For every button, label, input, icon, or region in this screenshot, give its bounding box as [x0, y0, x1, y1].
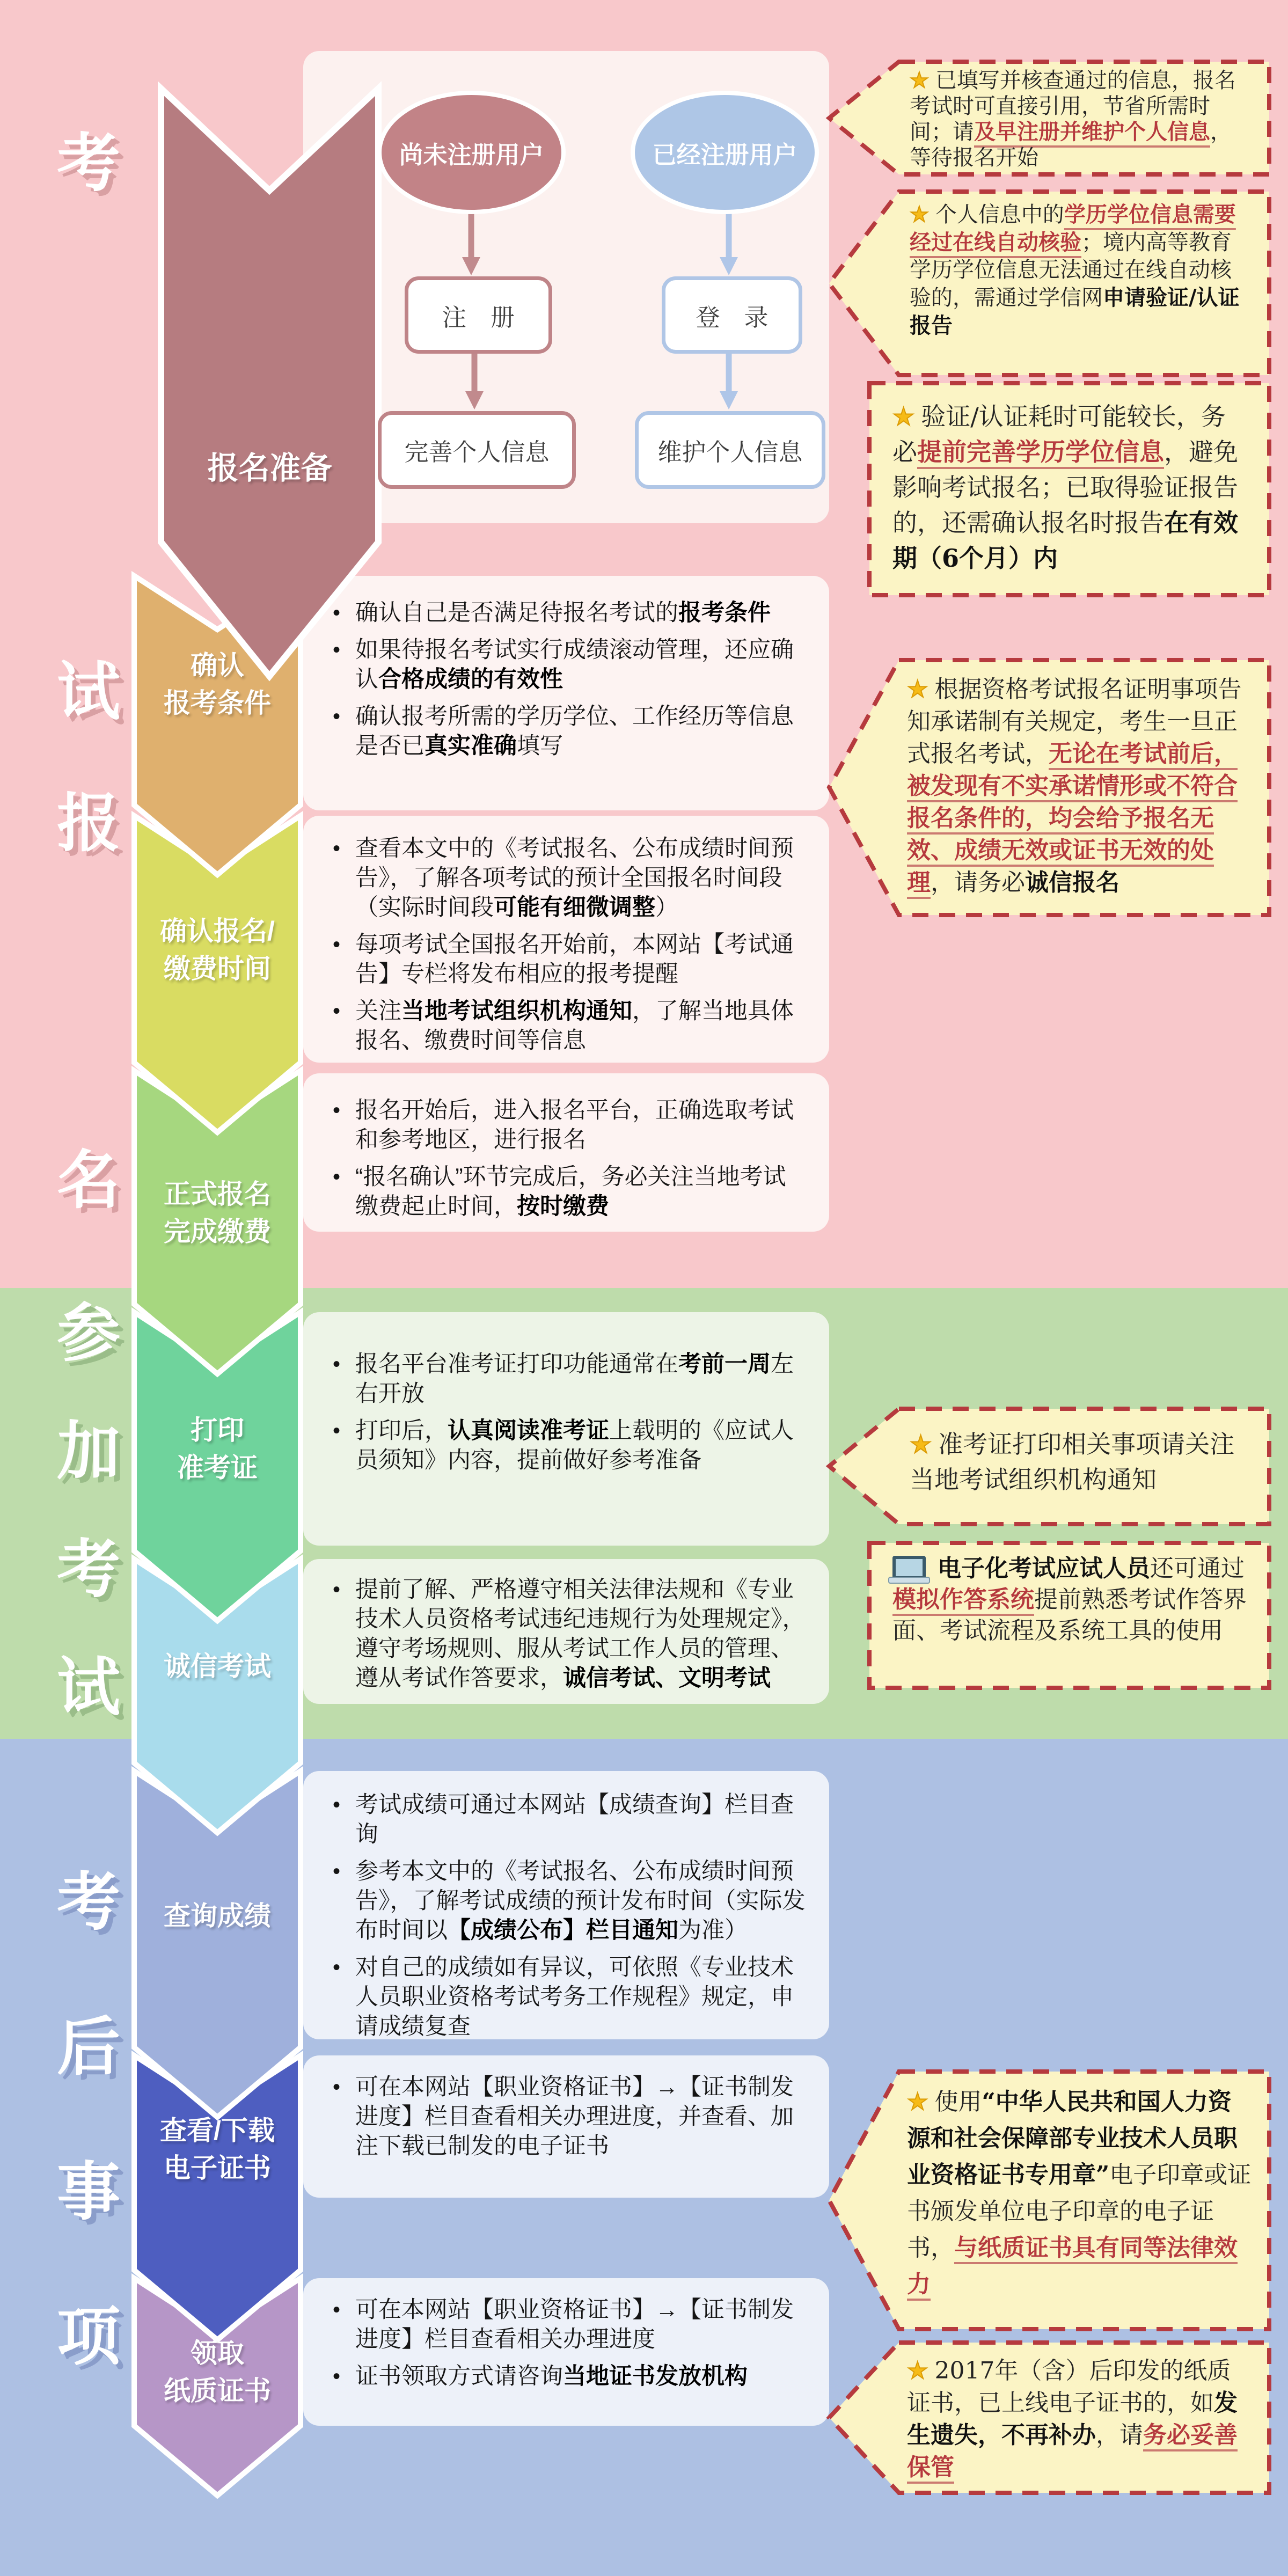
star-icon: [907, 674, 928, 706]
flow-step-label-line: 查询成绩: [164, 1901, 271, 1931]
bullet-text: [355, 1575, 808, 1693]
bullet-text: [355, 1350, 808, 1409]
flow-step-label-line: 纸质证书: [164, 2376, 271, 2406]
text-segment: ，请: [1096, 2421, 1143, 2449]
callout-text: [910, 202, 1240, 338]
bullet-text: [355, 834, 808, 923]
text-segment: 使用: [934, 2088, 982, 2116]
text-segment: 查看本文中的《考试报名、公布成绩时间预告》，了解各项考试的预计全国报名时间段（实际时间段: [355, 836, 794, 920]
section-label-char: 事: [56, 2157, 120, 2228]
bullet-dot: •: [333, 638, 341, 662]
bullet-text: [355, 1416, 808, 1475]
bullet-dot: •: [333, 1352, 341, 1376]
flow-step-label-line: 查看/下载: [160, 2116, 275, 2146]
callout-honest-registration: [826, 657, 1272, 918]
bullet-dot: •: [333, 601, 341, 625]
bullet-dot: •: [333, 1793, 341, 1817]
text-segment: 可在本网站【职业资格证书】→【证书制发进度】栏目查看相关办理进度，并查看、加注下载已制发的电子证书: [355, 2074, 794, 2159]
text-segment: 验证/认证耗时可能较长，务必: [892, 402, 1226, 466]
text-segment: 左右开放: [355, 1351, 794, 1407]
card-print-admission-ticket: [303, 1312, 829, 1546]
bullet-item: [333, 2073, 808, 2161]
bullet-dot: •: [333, 1956, 341, 1979]
flow-step-preparation: [161, 89, 378, 676]
bullet-dot: •: [333, 1860, 341, 1883]
star-icon: [910, 1426, 932, 1462]
text-segment: 务必妥善保管: [907, 2421, 1238, 2481]
node-unregistered-user: 尚未注册用户: [382, 95, 561, 210]
node-complete-profile: 完善个人信息: [378, 411, 576, 489]
bullet-text: [355, 598, 771, 628]
text-segment: 当地证书发放机构: [563, 2363, 748, 2389]
node-register: 注 册: [405, 276, 552, 354]
bullet-text: [355, 702, 808, 761]
bullet-text: [355, 1790, 808, 1849]
bullet-text: [355, 1162, 808, 1221]
text-segment: 还可通过: [1150, 1555, 1245, 1582]
section-label-char: 项: [56, 2302, 120, 2373]
bullet-item: [333, 997, 808, 1056]
text-segment: 如果待报名考试实行成绩滚动管理，还应确认: [355, 637, 794, 692]
bullet-text: [355, 930, 808, 989]
bullet-dot: •: [333, 1165, 341, 1189]
flow-step-label-line: 电子证书: [164, 2153, 271, 2183]
section-label-char: 后: [56, 2012, 120, 2083]
callout-ticket-print-notice: [826, 1406, 1272, 1527]
flow-step-label-line: 缴费时间: [164, 954, 271, 984]
bullet-item: [333, 598, 808, 628]
card-bullet-list: [303, 576, 829, 785]
bullet-item: [333, 1857, 808, 1945]
bullet-item: [333, 1575, 808, 1693]
section-label-char: 试: [56, 1652, 120, 1723]
bullet-dot: •: [333, 837, 341, 860]
card-bullet-list: [303, 1559, 829, 1717]
callout-text: [892, 402, 1238, 573]
flow-step-label-line: 打印: [191, 1415, 244, 1445]
bullet-dot: •: [333, 2365, 341, 2388]
text-segment: 发生遗失，不再补办: [907, 2389, 1238, 2449]
bullet-dot: •: [333, 1578, 341, 1601]
callout-e-certificate-validity: [826, 2069, 1272, 2332]
bullet-text: [355, 635, 808, 694]
text-segment: 证书领取方式请咨询: [355, 2363, 563, 2389]
text-segment: 确认自己是否满足待报名考试的: [355, 600, 678, 626]
text-segment: 学历学位信息需要经过在线自动核验: [910, 202, 1236, 255]
bullet-item: [333, 2295, 808, 2354]
flow-step-label-line: 确认报名/: [160, 916, 275, 946]
section-label-char: 加: [56, 1416, 120, 1487]
laptop-icon: [892, 1556, 926, 1579]
bullet-item: [333, 930, 808, 989]
callout-text: [910, 68, 1236, 170]
text-segment: 合格成绩的有效性: [378, 667, 563, 692]
text-segment: 对自己的成绩如有异议，可依照《专业技术人员职业资格考试考务工作规程》规定，申请成绩复查: [355, 1955, 794, 2039]
section-label-char: 考: [56, 1867, 120, 1938]
text-segment: ）: [655, 895, 678, 920]
flow-step-label-line: 确认: [191, 650, 244, 680]
text-segment: 诚信考试、文明考试: [563, 1665, 771, 1691]
section-label-char: 报: [56, 788, 120, 859]
flow-step-label: [134, 2334, 301, 2410]
card-honest-exam: [303, 1559, 829, 1704]
text-segment: ；境内高等教育学历学位信息无法通过在线自动核验的，需通过学信网: [910, 230, 1232, 310]
text-segment: 【成绩公布】栏目通知: [448, 1918, 678, 1943]
arrow-down-icon: [718, 349, 740, 411]
node-registered-user: 已经注册用户: [635, 95, 815, 210]
text-segment: 真实准确: [425, 733, 517, 759]
text-segment: 当地考试组织机构通知: [401, 998, 632, 1024]
chevron-shape: [161, 89, 378, 676]
section-label-char: 考: [56, 1534, 120, 1605]
callout-text: [907, 2357, 1238, 2481]
bullet-text: [355, 2362, 748, 2391]
card-bullet-list: [303, 1312, 829, 1499]
bullet-text: [355, 1857, 808, 1945]
flow-step-label: [134, 912, 301, 987]
flow-step-label: [134, 647, 301, 722]
bullet-dot: •: [333, 933, 341, 956]
text-segment: 上载明的《应试人员须知》内容，提前做好参考准备: [355, 1418, 794, 1473]
bullet-dot: •: [333, 705, 341, 728]
flow-step-label: [134, 1175, 301, 1250]
bullet-item: [333, 834, 808, 923]
arrow-down-icon: [464, 349, 485, 411]
card-register-and-pay: [303, 1073, 829, 1232]
star-icon: [907, 2084, 928, 2120]
bullet-dot: •: [333, 1099, 341, 1122]
star-icon: [910, 201, 929, 229]
text-segment: 在有效期（6个月）内: [892, 508, 1238, 573]
card-confirm-eligibility: [303, 576, 829, 810]
bullet-text: [355, 1096, 808, 1155]
callout-mock-answer-system: [867, 1540, 1272, 1690]
bullet-dot: •: [333, 999, 341, 1023]
text-segment: ，避免影响考试报名；已取得验证报告的，还需确认报名时报告: [892, 437, 1238, 537]
card-bullet-list: [303, 2055, 829, 2185]
node-login: 登 录: [662, 276, 802, 354]
text-segment: ，等待报名开始: [910, 120, 1232, 170]
bullet-item: [333, 2362, 808, 2391]
bullet-text: [355, 2073, 808, 2161]
flow-step-label-line: 正式报名: [164, 1179, 271, 1209]
bullet-dot: •: [333, 1419, 341, 1443]
section-label-char: 参: [56, 1298, 120, 1369]
text-segment: 电子印章或证书颁发单位电子印章的电子证书，: [907, 2161, 1252, 2262]
callout-text: [892, 1555, 1247, 1644]
text-segment: 准考证打印相关事项请关注当地考试组织机构通知: [910, 1430, 1235, 1494]
text-segment: 报考条件: [678, 600, 771, 626]
flow-step-label: [134, 1645, 301, 1684]
text-segment: 为准）: [678, 1918, 748, 1943]
text-segment: “中华人民共和国人力资源和社会保障部专业技术人员职业资格证书专用章”: [907, 2088, 1238, 2189]
text-segment: 考试成绩可通过本网站【成绩查询】栏目查询: [355, 1792, 794, 1847]
text-segment: 与纸质证书具有同等法律效力: [907, 2234, 1238, 2298]
text-segment: 提前完善学历学位信息: [917, 437, 1164, 466]
text-segment: 及早注册并维护个人信息: [974, 119, 1210, 144]
text-segment: 提前了解、严格遵守相关法律法规和《专业技术人员资格考试违纪违规行为处理规定》，遵守考场规则、服从考试工作人员的管理、遵从考试作答要求，: [355, 1577, 806, 1691]
arrow-down-icon: [718, 212, 740, 276]
bullet-item: [333, 1416, 808, 1475]
text-segment: 提前熟悉考试作答界面、考试流程及系统工具的使用: [892, 1586, 1247, 1644]
bullet-item: [333, 1790, 808, 1849]
card-bullet-list: [303, 1073, 829, 1245]
flow-step-label: [161, 443, 378, 488]
bullet-text: [355, 1953, 808, 2041]
flow-step-label: [134, 1411, 301, 1487]
text-segment: 个人信息中的: [935, 202, 1064, 227]
text-segment: 按时缴费: [517, 1194, 609, 1219]
text-segment: 关注: [355, 998, 401, 1024]
text-segment: ，了解当地具体报名、缴费时间等信息: [355, 998, 794, 1053]
text-segment: 模拟作答系统: [892, 1586, 1034, 1613]
bullet-item: [333, 1096, 808, 1155]
card-bullet-list: [303, 1771, 829, 2065]
text-segment: 参考本文中的《考试报名、公布成绩时间预告》，了解考试成绩的预计发布时间（实际发布时间以: [355, 1858, 806, 1943]
bullet-dot: •: [333, 2298, 341, 2322]
text-segment: 考前一周: [678, 1351, 771, 1377]
section-label-char: 试: [56, 657, 120, 728]
text-segment: 认真阅读准考证: [448, 1418, 609, 1444]
callout-verification-time: [867, 380, 1272, 598]
text-segment: 每项考试全国报名开始前，本网站【考试通告】专栏将发布相应的报考提醒: [355, 932, 794, 987]
card-bullet-list: [303, 816, 829, 1079]
card-view-e-certificate: [303, 2055, 829, 2198]
bullet-item: [333, 702, 808, 761]
callout-reuse-info: [826, 59, 1272, 177]
bullet-item: [333, 635, 808, 694]
text-segment: 根据资格考试报名证明事项告知承诺制有关规定，考生一旦正式报名考试，: [907, 676, 1242, 767]
flow-step-label-line: 领取: [191, 2338, 244, 2368]
bullet-text: [355, 2295, 808, 2354]
callout-text: [907, 2088, 1251, 2298]
text-segment: 诚信报名: [1025, 869, 1119, 896]
text-segment: 可能有细微调整: [494, 895, 655, 920]
bullet-item: [333, 1162, 808, 1221]
text-segment: 无论在考试前后，被发现有不实承诺情形或不符合报名条件的，均会给予报名无效、成绩无效或证书无效的处理: [907, 740, 1238, 896]
bullet-item: [333, 1953, 808, 2041]
text-segment: 已填写并核查通过的信息，报名考试时可直接引用，节省所需时间；请: [910, 68, 1236, 144]
flow-step-label: [134, 2112, 301, 2187]
text-segment: 报名平台准考证打印功能通常在: [355, 1351, 678, 1377]
card-check-score: [303, 1771, 829, 2039]
callout-degree-verification: [826, 189, 1272, 378]
callout-keep-paper-certificate: [826, 2340, 1272, 2496]
card-get-paper-certificate: [303, 2278, 829, 2426]
arrow-down-icon: [460, 212, 482, 276]
section-label-char: 考: [56, 128, 120, 199]
card-bullet-list: [303, 2278, 829, 2415]
card-confirm-schedule: [303, 816, 829, 1063]
bullet-text: [355, 997, 808, 1056]
text-segment: 打印后，: [355, 1418, 448, 1444]
text-segment: 报名开始后，进入报名平台，正确选取考试和参考地区，进行报名: [355, 1097, 794, 1153]
text-segment: 2017年（含）后印发的纸质证书，已上线电子证书的，如: [907, 2357, 1231, 2417]
flow-step-label: [134, 1894, 301, 1933]
text-segment: ，请务必: [931, 869, 1025, 896]
star-icon: [907, 2355, 928, 2387]
bullet-item: [333, 1350, 808, 1409]
callout-text: [907, 676, 1241, 896]
text-segment: 填写: [517, 733, 563, 759]
star-icon: [910, 68, 929, 93]
bullet-dot: •: [333, 2075, 341, 2099]
text-segment: 申请验证/认证报告: [910, 285, 1240, 338]
flow-step-label-line: 报名准备: [207, 451, 332, 486]
flow-step-label-line: 准考证: [177, 1453, 258, 1483]
section-label-char: 名: [56, 1145, 120, 1216]
text-segment: 可在本网站【职业资格证书】→【证书制发进度】栏目查看相关办理进度: [355, 2297, 794, 2352]
text-segment: 电子化考试应试人员: [938, 1555, 1150, 1582]
text-segment: 确认报考所需的学历学位、工作经历等信息是否已: [355, 704, 794, 759]
callout-text: [910, 1430, 1234, 1494]
flow-step-label-line: 完成缴费: [164, 1217, 271, 1247]
text-segment: “报名确认”环节完成后，务必关注当地考试缴费起止时间，: [355, 1164, 786, 1219]
star-icon: [892, 399, 914, 434]
flow-step-label-line: 报考条件: [164, 688, 271, 718]
flow-step-label-line: 诚信考试: [164, 1651, 271, 1681]
node-maintain-profile: 维护个人信息: [635, 411, 825, 489]
